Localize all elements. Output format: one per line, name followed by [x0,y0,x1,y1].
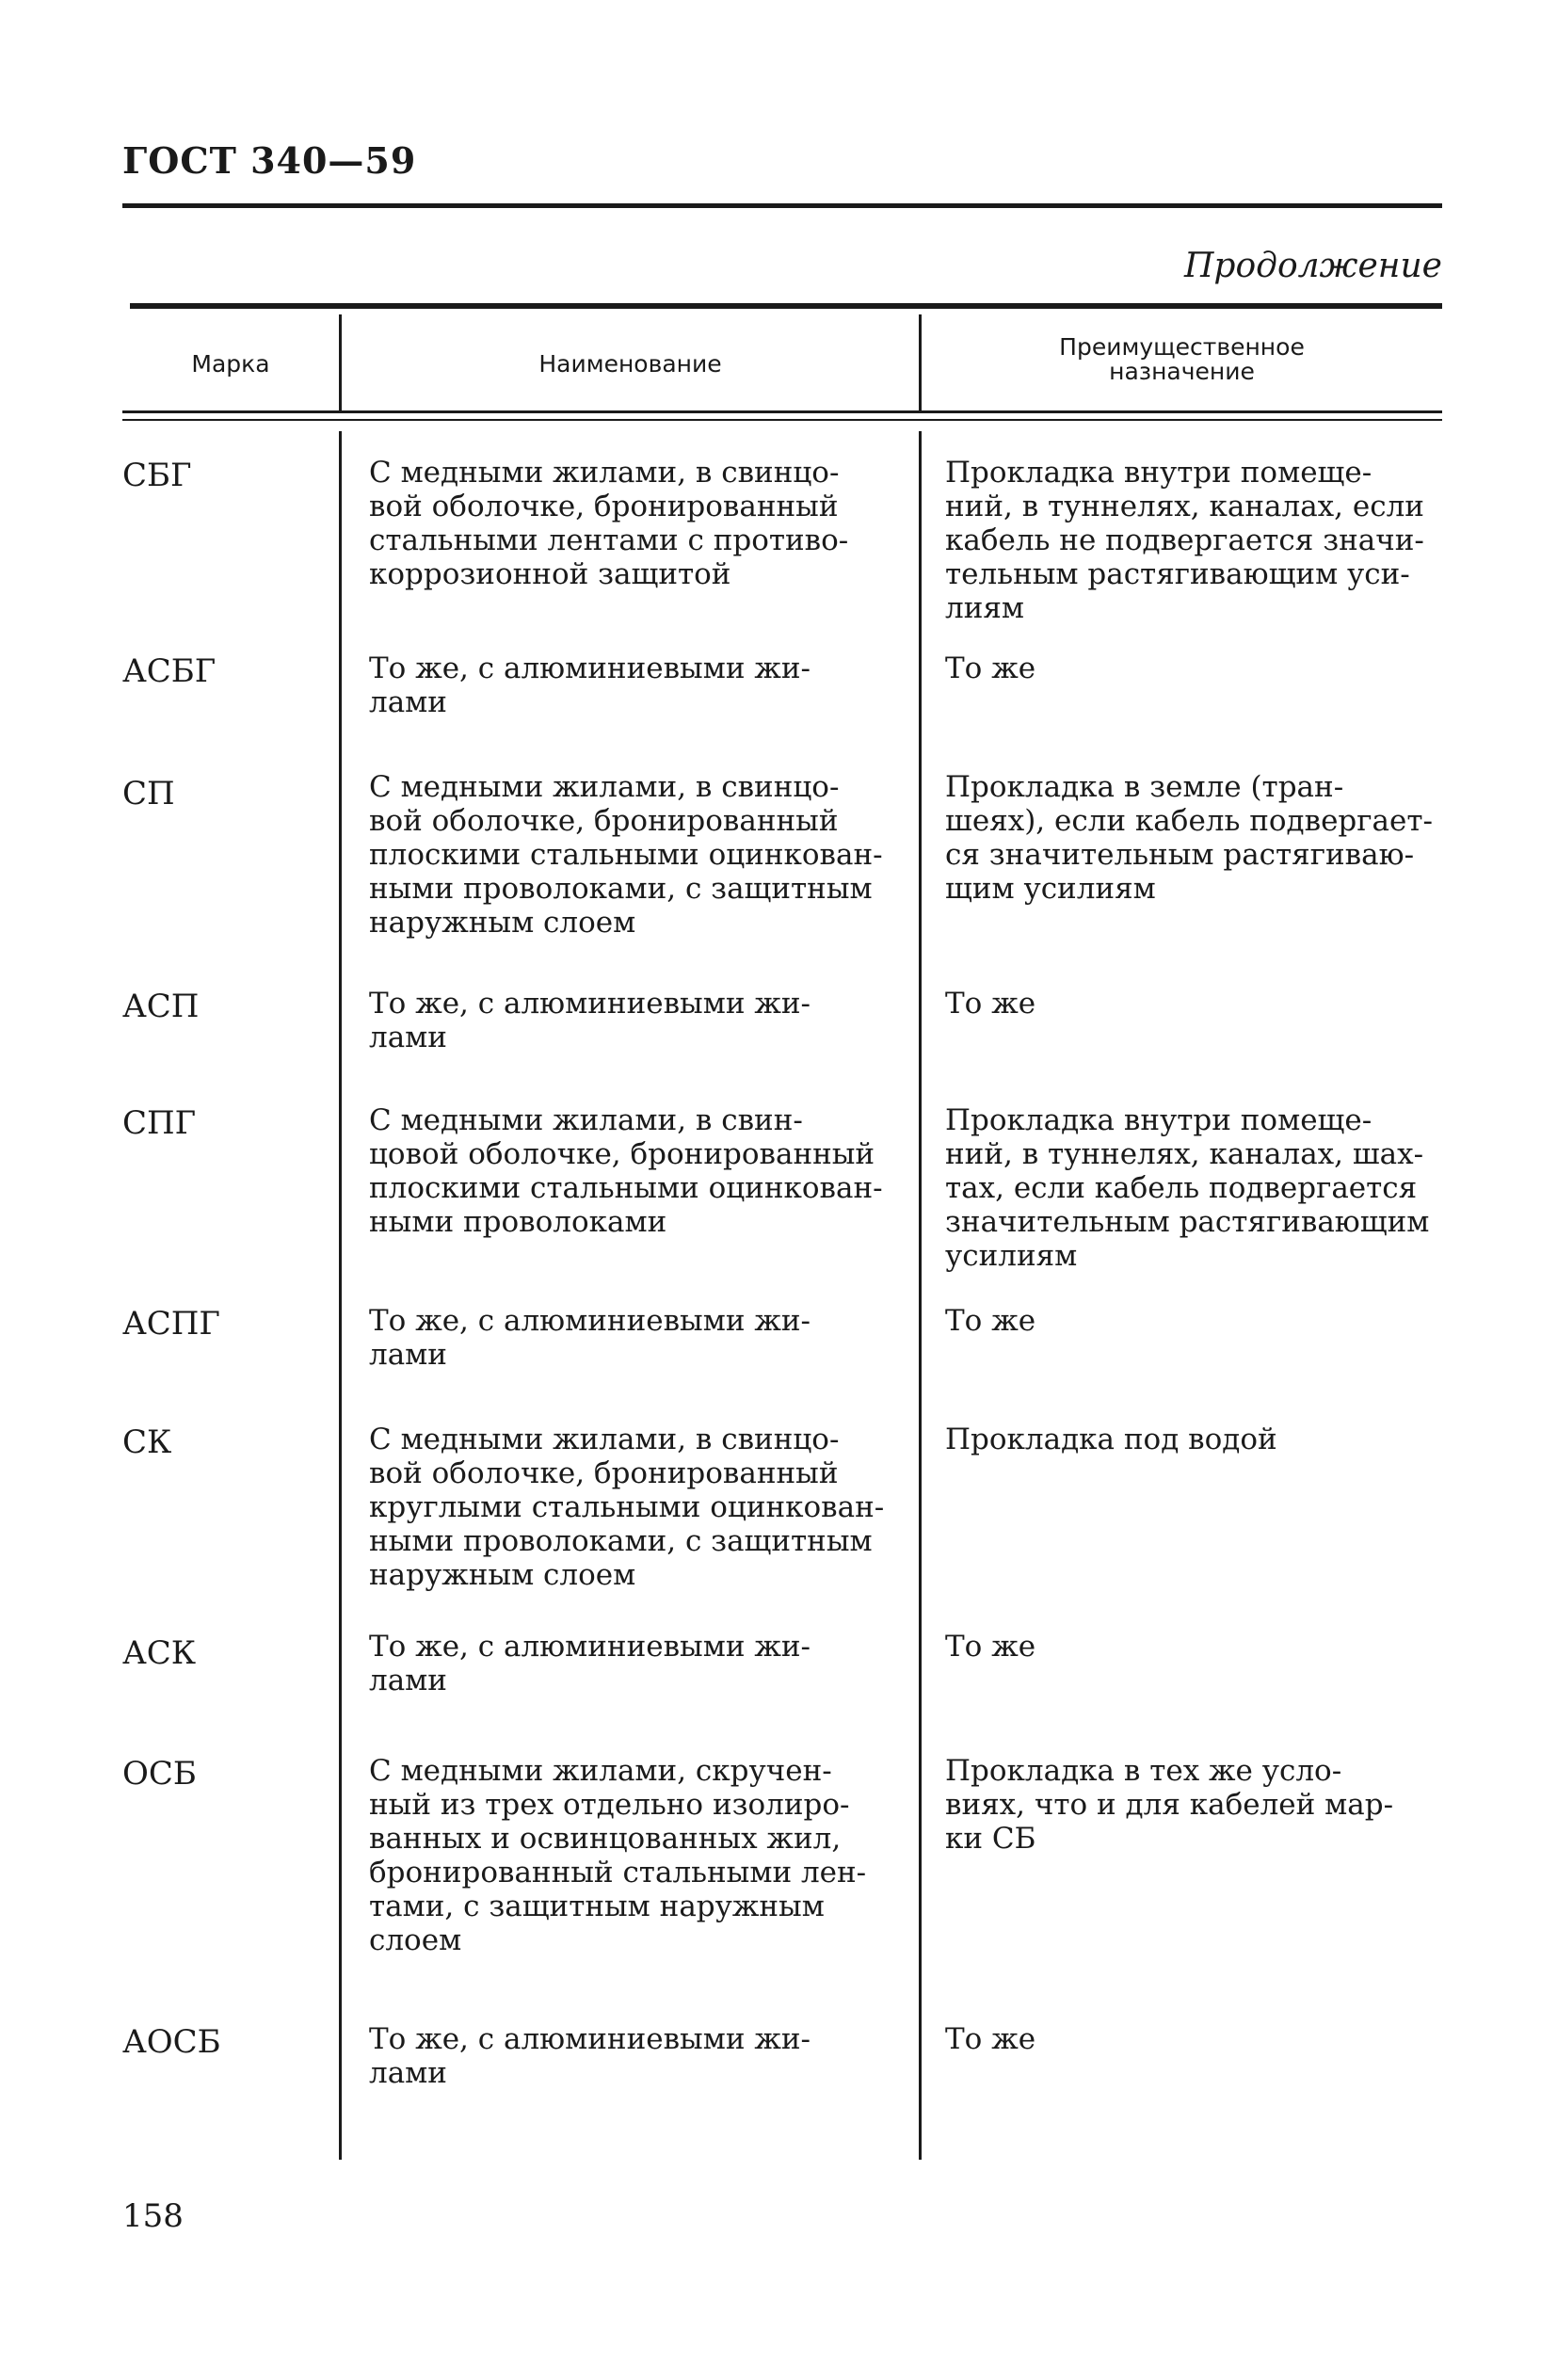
row-purpose: Прокладка в земле (тран- шеях), если кабель подвергает- ся значительным растягиваю- щим усилиям [945,770,1433,906]
row-purpose: То же [945,1304,1036,1338]
column-divider-1 [339,314,342,410]
row-mark: АСП [122,988,200,1025]
row-mark: АСПГ [122,1305,220,1343]
row-purpose: То же [945,651,1036,685]
column-divider-2 [919,314,922,410]
row-mark: СК [122,1423,172,1461]
row-mark: АСБГ [122,652,217,690]
row-mark: СП [122,775,175,812]
row-mark: ОСБ [122,1755,197,1793]
row-mark: СБГ [122,457,192,494]
row-name: То же, с алюминиевыми жи- лами [369,1630,811,1697]
table-header-rule [122,410,1442,413]
row-name: То же, с алюминиевыми жи- лами [369,1304,811,1372]
row-name: С медными жилами, в свинцо- вой оболочке, бронированный стальными лентами с противо- коррозионной защитой [369,456,849,591]
row-name: С медными жилами, в свинцо- вой оболочке, бронированный плоскими стальными оцинкован- ными проволоками, с защитным наружным слоем [369,770,883,940]
continuation-label: Продолжение [1184,247,1442,285]
row-purpose: Прокладка в тех же усло- виях, что и для кабелей мар- ки СБ [945,1754,1394,1856]
row-name: То же, с алюминиевыми жи- лами [369,987,811,1054]
row-mark: СПГ [122,1104,197,1142]
row-purpose: То же [945,1630,1036,1664]
row-name: С медными жилами, в свин- цовой оболочке, бронированный плоскими стальными оцинкован- ными проволоками [369,1103,883,1239]
row-purpose: Прокладка внутри помеще- ний, в туннелях, каналах, если кабель не подвергается значи- тельным растягивающим уси- лиям [945,456,1424,625]
page-number: 158 [122,2197,184,2235]
column-divider-1-body [339,431,342,2160]
table-header-rule-double [122,419,1442,421]
row-name: С медными жилами, скручен- ный из трех отдельно изолиро- ванных и освинцованных жил, бронированный стальными лен- тами, с защитным наружным слоем [369,1754,867,1957]
row-purpose: То же [945,987,1036,1021]
row-purpose: То же [945,2022,1036,2056]
table-top-rule [130,303,1442,309]
table-header-purpose: Преимущественное назначение [1059,333,1305,386]
header-rule [122,203,1442,208]
table-header-name: Наименование [538,350,722,378]
row-name: То же, с алюминиевыми жи- лами [369,2022,811,2090]
row-mark: АСК [122,1634,197,1672]
row-purpose: Прокладка под водой [945,1423,1277,1456]
row-purpose: Прокладка внутри помеще- ний, в туннелях, каналах, шах- тах, если кабель подвергается значительным растягивающим усилиям [945,1103,1430,1273]
row-name: С медными жилами, в свинцо- вой оболочке, бронированный круглыми стальными оцинкован- ными проволоками, с защитным наружным слоем [369,1423,885,1592]
document-header-title: ГОСТ 340—59 [122,139,417,182]
row-name: То же, с алюминиевыми жи- лами [369,651,811,719]
column-divider-2-body [919,431,922,2160]
row-mark: АОСБ [122,2023,221,2061]
table-header-mark: Марка [191,350,270,378]
